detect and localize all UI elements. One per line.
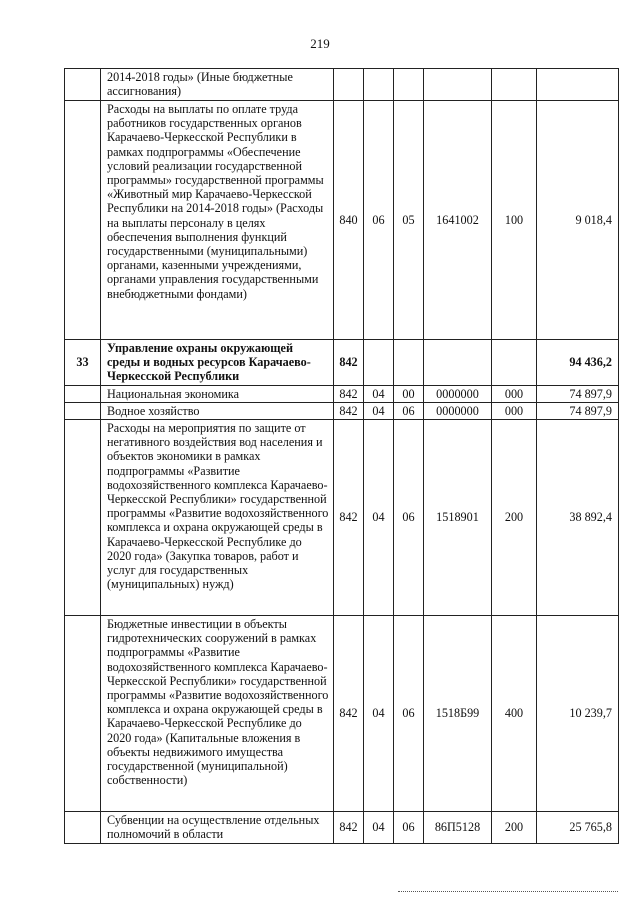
expense-type-cell: 100 [492,101,537,340]
subsection-cell: 06 [394,420,424,616]
amount-cell: 74 897,9 [537,385,619,402]
expense-type-cell: 200 [492,420,537,616]
target-article-cell: 0000000 [424,402,492,419]
target-article-cell: 86П5128 [424,812,492,844]
target-article-cell: 1518901 [424,420,492,616]
row-number-cell [65,420,101,616]
ved-cell: 842 [334,420,364,616]
target-article-cell: 1641002 [424,101,492,340]
page-number: 219 [310,36,330,51]
ved-cell: 840 [334,101,364,340]
section-cell: 04 [364,385,394,402]
target-article-cell: 0000000 [424,385,492,402]
ved-cell: 842 [334,402,364,419]
subsection-cell: 05 [394,101,424,340]
table-row [65,616,619,812]
amount-cell: 74 897,9 [537,402,619,419]
section-cell: 04 [364,616,394,812]
row-number-cell [65,385,101,402]
row-number-cell [65,69,101,101]
row-number-cell [65,101,101,340]
ved-cell: 842 [334,340,364,386]
table-row [65,340,619,386]
amount-cell: 38 892,4 [537,420,619,616]
section-cell: 04 [364,420,394,616]
amount-cell [537,69,619,101]
table-row [65,385,619,402]
subsection-cell: 00 [394,385,424,402]
table-row [65,69,619,101]
amount-cell: 25 765,8 [537,812,619,844]
row-name-cell: 2014-2018 годы» (Иные бюджетные ассигнования) [101,69,334,101]
scan-edge-line [398,891,618,892]
row-number-cell: 33 [65,340,101,386]
table-row [65,812,619,844]
ved-cell: 842 [334,812,364,844]
row-number-cell [65,812,101,844]
row-name-cell: Расходы на мероприятия по защите от негативного воздействия вод населения и объектов экономики в рамках подпрограммы «Развитие водохозяйственного комплекса Карачаево-Черкесской Республики» государственной программы «Развитие водохозяйственного комплекса и охрана окружающей среды в Карачаево-Черкесской Республике до 2020 года» (Закупка товаров, работ и услуг для государственных (муниципальных) нужд) [101,420,334,616]
table-row [65,402,619,419]
row-name-cell: Бюджетные инвестиции в объекты гидротехнических сооружений в рамках подпрограммы «Развитие водохозяйственного комплекса Карачаево-Черкесской Республики» государственной программы «Развитие водохозяйственного комплекса и охрана окружающей среды в Карачаево-Черкесской Республике до 2020 года» (Капитальные вложения в объекты недвижимого имущества государственной (муниципальной) собственности) [101,616,334,812]
expense-type-cell: 400 [492,616,537,812]
expense-type-cell: 200 [492,812,537,844]
expense-type-cell [492,340,537,386]
subsection-cell [394,69,424,101]
ved-cell: 842 [334,616,364,812]
subsection-cell: 06 [394,812,424,844]
target-article-cell [424,340,492,386]
target-article-cell [424,69,492,101]
expense-type-cell [492,69,537,101]
amount-cell: 94 436,2 [537,340,619,386]
target-article-cell: 1518Б99 [424,616,492,812]
row-name-cell: Субвенции на осуществление отдельных полномочий в области [101,812,334,844]
section-cell: 04 [364,812,394,844]
amount-cell: 10 239,7 [537,616,619,812]
section-cell [364,340,394,386]
table-row [65,420,619,616]
ved-cell: 842 [334,385,364,402]
row-number-cell [65,616,101,812]
section-cell: 04 [364,402,394,419]
row-name-cell: Водное хозяйство [101,402,334,419]
expense-type-cell: 000 [492,402,537,419]
ved-cell [334,69,364,101]
subsection-cell: 06 [394,616,424,812]
row-name-cell: Управление охраны окружающей среды и водных ресурсов Карачаево-Черкесской Республики [101,340,334,386]
subsection-cell [394,340,424,386]
section-cell [364,69,394,101]
row-name-cell: Расходы на выплаты по оплате труда работников государственных органов Карачаево-Черкесской Республики в рамках подпрограммы «Обеспечение условий реализации государственной программы» государственной программы «Животный мир Карачаево-Черкесской Республики на 2014-2018 годы» (Расходы на выплаты персоналу в целях обеспечения выполнения функций государственными (муниципальными) органами, казенными учреждениями, органами управления государственными внебюджетными фондами) [101,101,334,340]
amount-cell: 9 018,4 [537,101,619,340]
budget-table [64,68,619,844]
table-row [65,101,619,340]
row-name-cell: Национальная экономика [101,385,334,402]
subsection-cell: 06 [394,402,424,419]
row-number-cell [65,402,101,419]
section-cell: 06 [364,101,394,340]
expense-type-cell: 000 [492,385,537,402]
